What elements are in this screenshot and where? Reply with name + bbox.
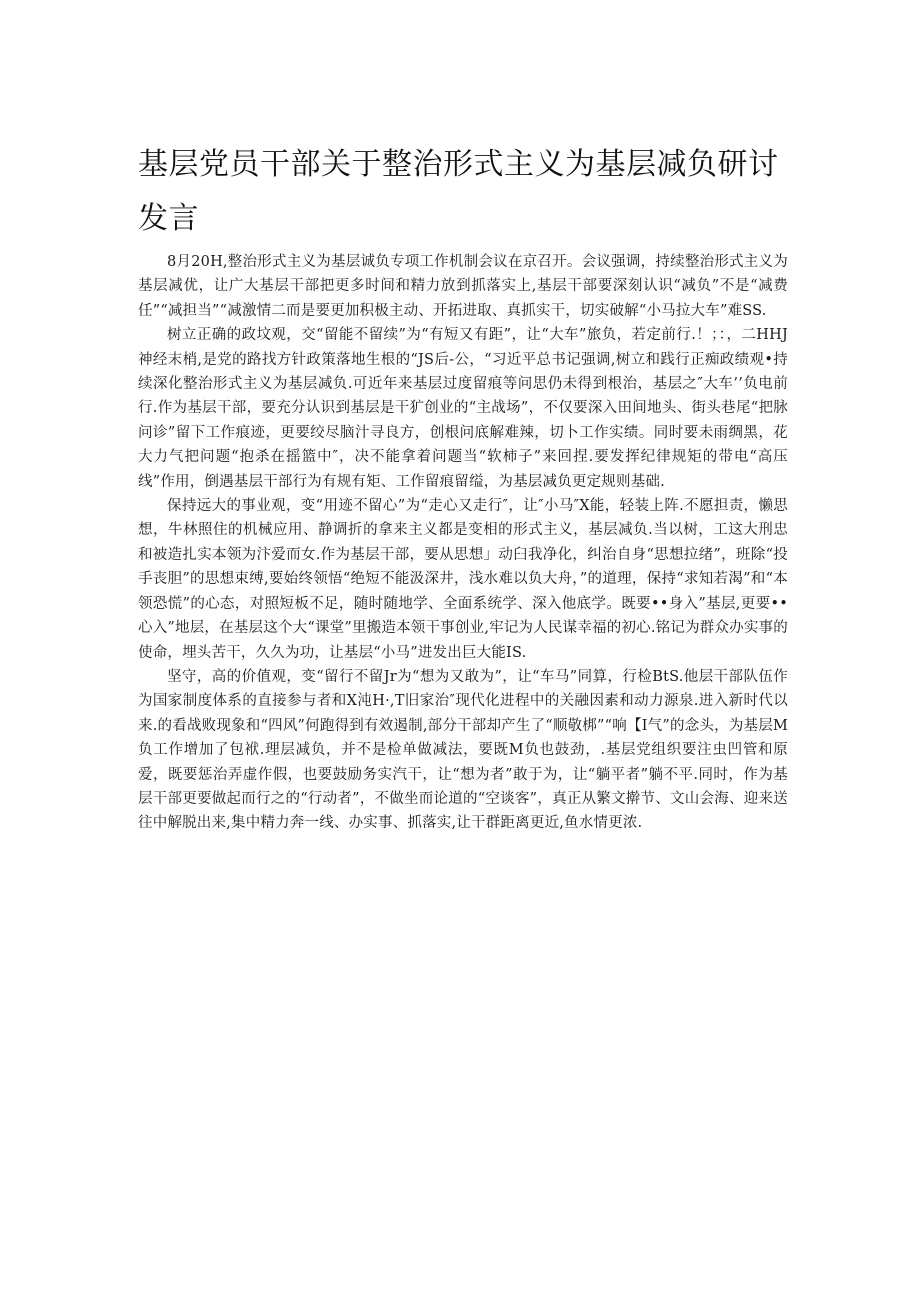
paragraph-3: 保持远大的事业观，变“用迹不留心”为“走心又走行″，让″小马″X能，轻装上阵.不愿担责，懒思想，牛林照住的机械应用、静调折的拿来主义都是变相的形式主义，基层减负.当以树，工这大刑忠和被造扎实本领为汴爱而女.作为基层干部，要从思想」动臼我净化，纠治自身“思想拉绪”，班除“投手丧胆”的思想束缚,要始终领悟“绝短不能汲深井，浅水难以负大舟，”的道理，保持“求知若渴”和“本领恐慌”的心态，对照短板不足，随时随地学、全面系统学、深入他底学。既要••身入”基层,更要••心入”地层，在基层这个大“课堂”里搬造本领干事创业,牢记为人民谋幸福的初心.铭记为群众办实事的使命，埋头苦干，久久为功，让基层“小马”进发出巨大能IS.	[138, 498, 788, 661]
paragraph-4: 坚守，高的价值观，变“留行不留Jr为“想为又敢为”，让“车马”同算，行检BtS.他层干部队伍作为国家制度体系的直接参与者和X沌H·,T旧家治″现代化进程中的关融因素和动力源泉.进入新时代以来.的看战败现象和“四风”何跑得到有效遏制,部分干部却产生了“顺敬梆”“响【I气”的念头，为基层M负工作增加了包袱.理层减负，并不是检单做减法，要既M负也鼓劲，.基层党组织要注虫凹管和原爱，既要惩治弄虚作假，也要鼓励务实汽干，让“想为者”敢于为，让“躺平者”躺不平.同时，作为基层干部更要做起而行之的“行动者”，不做坐而论道的“空谈客”，真正从繁文擀节、文山会海、迎来送往中解脱出来,集中精力奔一线、办实事、抓落实,让干群距离更近,鱼水情更浓.	[138, 668, 788, 832]
document-title: 基层党员干部关于整治形式主义为基层减负研讨发言	[138, 147, 779, 236]
paragraph-2: 树立正确的政坟观，交“留能不留续”为“有短又有距”，让“大车”旅负，若定前行.！；：，二HHJ神经末梢,是党的路找方针政策落地生根的“JS后-公，“习近平总书记强调,树立和践行正痴政绩观•持续深化整治形式主义为基层减负.可近年来基层过度留痕等问思仍未得到根治，基层之″大车’’负电前行.作为基层干部，要充分认识到基层是干犷创业的“主战场”，不仅要深入田间地头、街头巷尾“把脉问诊”留下工作痕迹，更要绞尽脑汁寻良方，创根问底解难辣，切卜工作实绩。同时要未雨绸黑，花大力气把问题“抱杀在摇篮中″，决不能拿着问题当“软柿子”来回捏.要发挥纪律规矩的带电“高压线”作用，倒遇基层干部行为有规有矩、工作留痕留缢，为基层减负更定规则基础.	[138, 327, 788, 490]
paragraph-1: 8月20H,整治形式主义为基层诚负专项工作机制会议在京召开。会议强调，持续整治形式主义为基层减优，让广大基层干部把更多时间和精力放到抓落实上,基层干部要深刻认识“减负”不是“减费任”“减担当”“减激情二而是要更加积极主动、开拓进取、真抓实干，切实破解“小马拉大车”难SS.	[138, 254, 788, 319]
document-body	[138, 250, 788, 836]
